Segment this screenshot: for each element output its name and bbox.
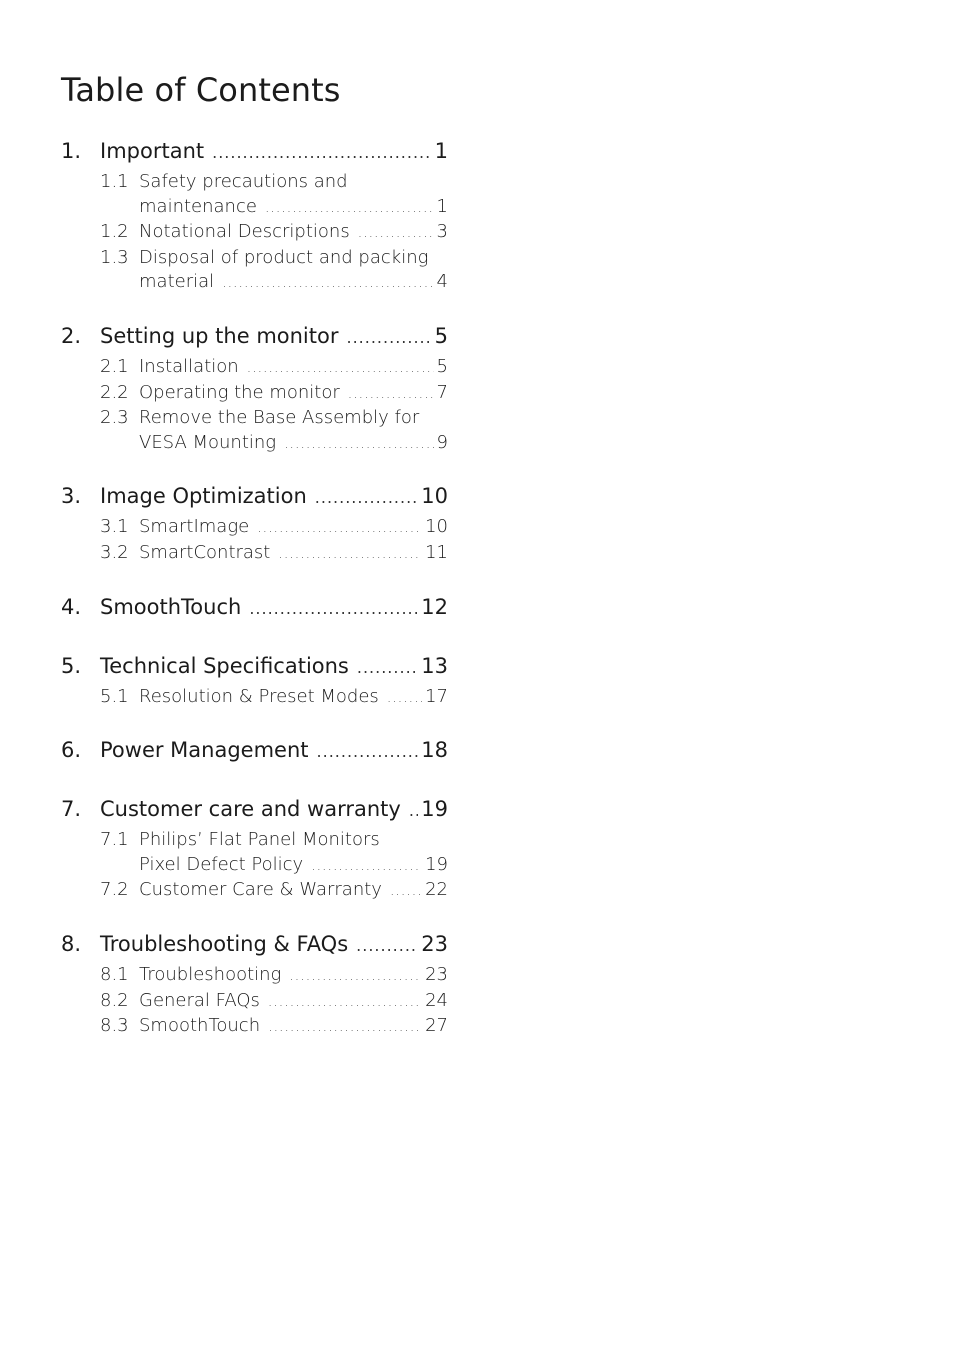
page-title: Table of Contents [61, 71, 341, 109]
toc-subentry-number: 2.1 [100, 355, 129, 377]
toc-entry-number: 5. [61, 653, 82, 678]
toc-entry-title: Troubleshooting & FAQs [100, 931, 349, 956]
toc-subentry[interactable] [61, 170, 448, 195]
toc-subentry-title: Operating the monitor [139, 381, 340, 403]
toc-entry-title: Power Management [100, 738, 309, 763]
toc-page-number: 11 [425, 541, 448, 563]
toc-subentry-title: SmartImage [139, 516, 250, 538]
toc-page-number: 9 [436, 431, 448, 453]
toc-subentry[interactable] [61, 195, 448, 221]
dot-leader [347, 321, 432, 355]
dot-leader [268, 1015, 422, 1040]
toc-section [61, 590, 448, 626]
toc-subentry-title: VESA Mounting [139, 431, 277, 453]
dot-leader [289, 964, 422, 989]
toc-entry[interactable] [61, 733, 448, 769]
toc-subentry[interactable] [61, 853, 448, 879]
dot-leader [222, 271, 433, 296]
toc-section [61, 927, 448, 1040]
toc-page-number: 4 [436, 271, 448, 293]
toc-subentry[interactable] [61, 541, 448, 567]
dot-leader [356, 929, 418, 963]
toc-subentry-title: Philips’ Flat Panel Monitors [139, 829, 380, 851]
toc-subentry[interactable] [61, 685, 448, 711]
toc-page-number: 27 [425, 1015, 448, 1037]
toc-section [61, 479, 448, 566]
toc-entry-title: Setting up the monitor [100, 323, 339, 348]
toc-subentry[interactable] [61, 515, 448, 541]
toc-page-number: 1 [436, 195, 448, 217]
toc-subentry-number: 7.2 [100, 879, 129, 901]
dot-leader [317, 735, 419, 769]
toc-subentry-number: 1.3 [100, 246, 129, 268]
toc-subentry-number: 2.2 [100, 381, 129, 403]
toc-subentry-number: 5.1 [100, 685, 129, 707]
toc-page-number: 12 [421, 594, 448, 619]
toc-subentry[interactable] [61, 246, 448, 271]
dot-leader [284, 432, 433, 457]
toc-subentry-title: SmartContrast [139, 541, 271, 563]
toc-subentry-title: material [139, 271, 215, 293]
toc-section [61, 319, 448, 456]
dot-leader [311, 854, 422, 879]
toc-subentry[interactable] [61, 220, 448, 246]
toc-entry-title: Important [100, 139, 205, 163]
toc-entry-title: Customer care and warranty [100, 797, 401, 822]
toc-page-number: 24 [425, 989, 448, 1011]
toc-subentry[interactable] [61, 270, 448, 296]
toc-subentry-number: 3.2 [100, 541, 129, 563]
toc-subentry[interactable] [61, 989, 448, 1015]
dot-leader [257, 516, 422, 541]
toc-subentry-title: maintenance [139, 195, 257, 217]
dot-leader [268, 990, 422, 1015]
dot-leader [390, 879, 422, 904]
toc-page-number: 10 [421, 484, 448, 509]
toc-entry-number: 2. [61, 323, 82, 348]
toc-entry-number: 7. [61, 797, 82, 822]
toc-section [61, 792, 448, 904]
toc-page-number: 7 [436, 381, 448, 403]
toc-section [61, 649, 448, 711]
toc-entry-number: 4. [61, 594, 82, 619]
toc-subentry[interactable] [61, 878, 448, 904]
toc-subentry-title: Pixel Defect Policy [139, 853, 304, 875]
toc-page-number: 17 [425, 685, 448, 707]
toc-subentry-number: 1.2 [100, 221, 129, 243]
toc-entry[interactable] [61, 479, 448, 515]
toc-page-number: 19 [425, 853, 448, 875]
dot-leader [212, 136, 432, 170]
toc-subentry[interactable] [61, 1014, 448, 1040]
toc-subentry-number: 7.1 [100, 829, 129, 851]
toc-subentry-title: Safety precautions and [139, 171, 348, 192]
toc-subentry-title: Disposal of product and packing [139, 246, 429, 268]
dot-leader [348, 382, 434, 407]
toc-subentry[interactable] [61, 355, 448, 381]
dot-leader [265, 196, 434, 221]
toc-subentry-number: 8.3 [100, 1015, 129, 1037]
toc-page-number: 5 [434, 323, 448, 348]
toc-subentry-number: 1.1 [100, 171, 129, 192]
dot-leader [358, 221, 434, 246]
toc-page-number: 18 [421, 738, 448, 763]
toc-page-number: 5 [436, 355, 448, 377]
toc-entry-number: 1. [61, 139, 82, 163]
dot-leader [357, 651, 418, 685]
toc-subentry-title: Notational Descriptions [139, 221, 350, 243]
toc-entry[interactable] [61, 792, 448, 828]
toc-subentry[interactable] [61, 381, 448, 407]
toc-subentry[interactable] [61, 406, 448, 431]
toc-entry[interactable] [61, 134, 448, 170]
toc-subentry-title: Resolution & Preset Modes [139, 685, 379, 707]
toc-subentry-title: Troubleshooting [139, 963, 282, 985]
dot-leader [278, 542, 422, 567]
toc-subentry-title: Customer Care & Warranty [139, 879, 382, 901]
dot-leader [315, 481, 418, 515]
toc-page-number: 13 [421, 653, 448, 678]
toc-page-number: 19 [421, 797, 448, 822]
toc-subentry[interactable] [61, 963, 448, 989]
dot-leader [249, 592, 418, 626]
toc-page-number: 10 [425, 516, 448, 538]
dot-leader [409, 794, 418, 828]
toc-subentry-title: General FAQs [139, 989, 260, 1011]
toc-entry-number: 6. [61, 738, 82, 763]
toc-entry-title: Technical Specifications [100, 653, 349, 678]
toc-entry[interactable] [61, 319, 448, 355]
toc-entry-number: 8. [61, 931, 82, 956]
toc-subentry-title: SmoothTouch [139, 1015, 261, 1037]
toc-subentry-title: Remove the Base Assembly for [139, 407, 420, 429]
table-of-contents [61, 134, 448, 1063]
toc-entry[interactable] [61, 649, 448, 685]
toc-page-number: 23 [425, 963, 448, 985]
toc-subentry-number: 2.3 [100, 407, 129, 429]
toc-entry-title: Image Optimization [100, 484, 307, 509]
toc-subentry-number: 8.1 [100, 963, 129, 985]
toc-subentry[interactable] [61, 828, 448, 853]
toc-section [61, 733, 448, 769]
toc-page-number: 1 [434, 139, 448, 163]
toc-entry[interactable] [61, 927, 448, 963]
toc-subentry-title: Installation [139, 355, 239, 377]
toc-page-number: 23 [421, 931, 448, 956]
toc-section [61, 134, 448, 296]
toc-entry-number: 3. [61, 484, 82, 509]
toc-subentry-number: 8.2 [100, 989, 129, 1011]
toc-subentry[interactable] [61, 431, 448, 457]
toc-page-number: 3 [436, 221, 448, 243]
toc-entry-title: SmoothTouch [100, 594, 242, 619]
dot-leader [387, 686, 422, 711]
toc-page-number: 22 [425, 879, 448, 901]
toc-entry[interactable] [61, 590, 448, 626]
dot-leader [247, 356, 434, 381]
toc-subentry-number: 3.1 [100, 516, 129, 538]
